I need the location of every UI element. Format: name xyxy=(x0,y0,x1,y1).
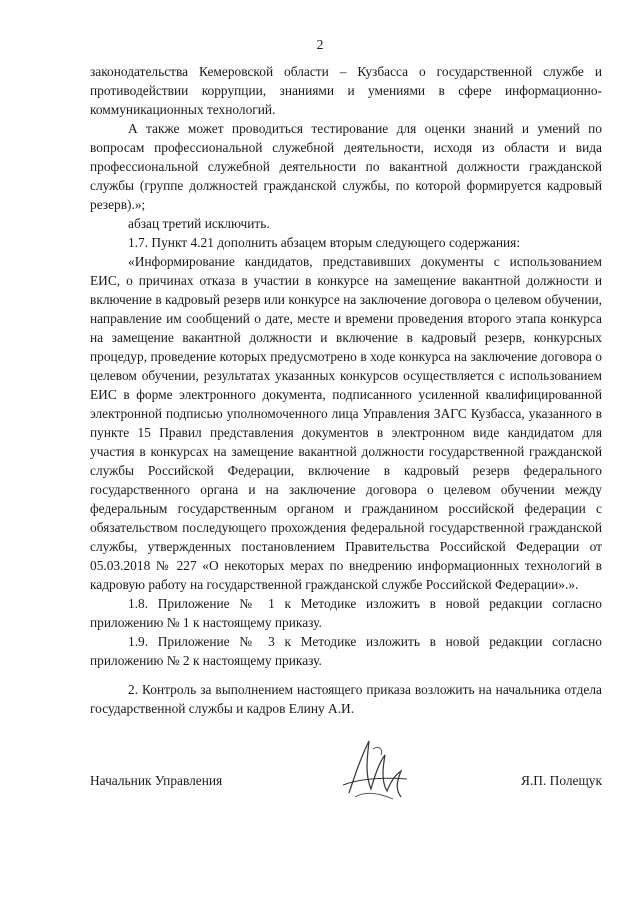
signatory-name: Я.П. Полещук xyxy=(521,773,602,788)
signatory-position: Начальник Управления xyxy=(90,773,223,788)
document-body xyxy=(90,62,602,718)
paragraph-2-control: 2. Контроль за выполнением настоящего приказа возложить на начальника отдела государственной службы и кадров Елину А.И. xyxy=(90,682,602,716)
paragraph-continuation: законодательства Кемеровской области – Кузбасса о государственной службе и противодействии коррупции, знаниями и умениями в сфере информационно-коммуникационных технологий. xyxy=(90,64,602,117)
handwritten-signature xyxy=(335,735,415,805)
paragraph-testing: А также может проводиться тестирование для оценки знаний и умений по вопросам профессиональной служебной деятельности, исходя из области и вида профессиональной служебной деятельности по вакантной должности гражданской службы (группе должностей гражданской службы, по которой формируется кадровый резерв).»; xyxy=(90,121,602,212)
paragraph-abzac-excluded: абзац третий исключить. xyxy=(128,216,270,231)
paragraph-1-9: 1.9. Приложение № 3 к Методике изложить в новой редакции согласно приложению № 2 к настоящему приказу. xyxy=(90,634,602,668)
paragraph-informing-quote: «Информирование кандидатов, представивших документы с использованием ЕИС, о причинах отказа в участии в конкурсе на замещение вакантной должности и включение в кадровый резерв или конкурсе на заключение договора о целевом обучении, направление им сообщений о дате, месте и времени проведения второго этапа конкурса на замещение вакантной должности и включение в кадровый резерв, конкурсных процедур, проведение которых предусмотрено в ходе конкурса на заключение договора о целевом обучении, результатах указанных конкурсов осуществляется с использованием ЕИС в форме электронного документа, подписанного усиленной квалифицированной электронной подписью уполномоченного лица Управления ЗАГС Кузбасса, указанного в пункте 15 Правил представления документов в электронном виде кандидатом для участия в конкурсах на замещение вакантной должности государственной гражданской службы Российской Федерации, включение в кадровый резерв федерального государственного органа и на заключение договора о целевом обучении между федеральным государственным органом и гражданином российской федерации с обязательством последующего прохождения федеральной государственной гражданской службы, утвержденных постановлением Правительства Российской Федерации от 05.03.2018 № 227 «О некоторых мерах по внедрению информационных технологий в кадровую работу на государственной гражданской службе Российской Федерации».». xyxy=(90,254,602,592)
signature-block xyxy=(90,773,602,793)
page-number: 2 xyxy=(316,38,324,53)
paragraph-1-8: 1.8. Приложение № 1 к Методике изложить в новой редакции согласно приложению № 1 к настоящему приказу. xyxy=(90,596,602,630)
paragraph-1-7: 1.7. Пункт 4.21 дополнить абзацем вторым следующего содержания: xyxy=(128,235,521,250)
